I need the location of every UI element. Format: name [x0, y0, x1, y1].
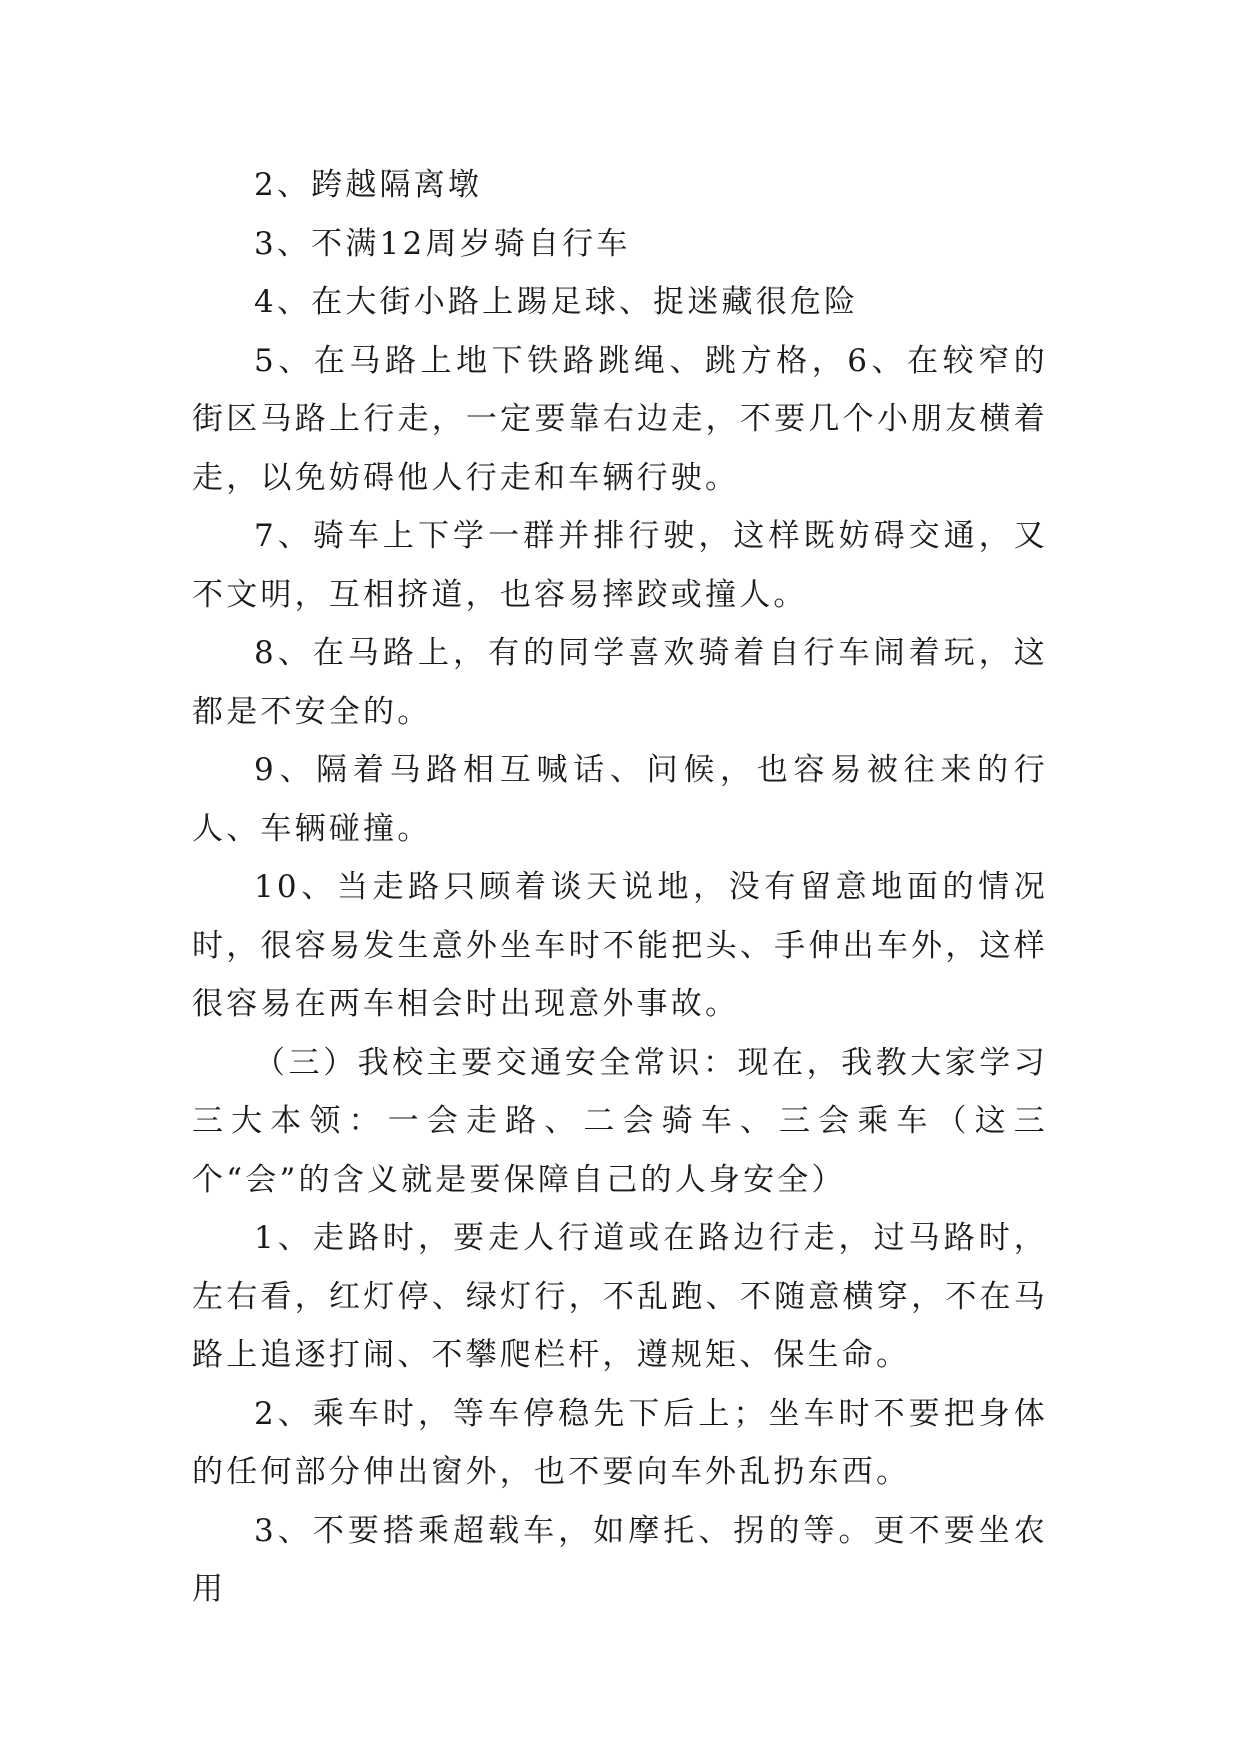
paragraph-walking: 1、走路时，要走人行道或在路边行走，过马路时，左右看，红灯停、绿灯行，不乱跑、不随意横穿，不在马路上追逐打闹、不攀爬栏杆，遵规矩、保生命。 [192, 1220, 1048, 1373]
paragraph-item-8: 8、在马路上，有的同学喜欢骑着自行车闹着玩，这都是不安全的。 [192, 635, 1048, 730]
paragraph-item-7: 7、骑车上下学一群并排行驶，这样既妨碍交通，又不文明，互相挤道，也容易摔跤或撞人。 [192, 518, 1048, 613]
paragraph-item-10: 10、当走路只顾着谈天说地，没有留意地面的情况时，很容易发生意外坐车时不能把头、手伸出车外，这样很容易在两车相会时出现意外事故。 [192, 869, 1048, 1022]
paragraph-item-4: 4、在大街小路上踢足球、捉迷藏很危险 [254, 284, 859, 320]
paragraph-overloaded-vehicles: 3、不要搭乘超载车，如摩托、拐的等。更不要坐农用 [192, 1512, 1048, 1607]
paragraph-item-3: 3、不满12周岁骑自行车 [254, 225, 631, 262]
paragraph-item-9: 9、隔着马路相互喊话、问候，也容易被往来的行人、车辆碰撞。 [192, 752, 1048, 847]
paragraph-item-2: 2、跨越隔离墩 [254, 167, 483, 203]
paragraph-item-5-6: 5、在马路上地下铁路跳绳、跳方格，6、在较窄的街区马路上行走，一定要靠右边走，不要几个小朋友横着走，以免妨碍他人行走和车辆行驶。 [192, 342, 1048, 496]
section-three-heading-paragraph: （三）我校主要交通安全常识：现在，我教大家学习三大本领：一会走路、二会骑车、三会乘车（这三个“会”的含义就是要保障自己的人身安全） [192, 1044, 1048, 1198]
document-body [192, 156, 1048, 1619]
paragraph-riding-bus: 2、乘车时，等车停稳先下后上；坐车时不要把身体的任何部分伸出窗外，也不要向车外乱扔东西。 [192, 1395, 1048, 1490]
